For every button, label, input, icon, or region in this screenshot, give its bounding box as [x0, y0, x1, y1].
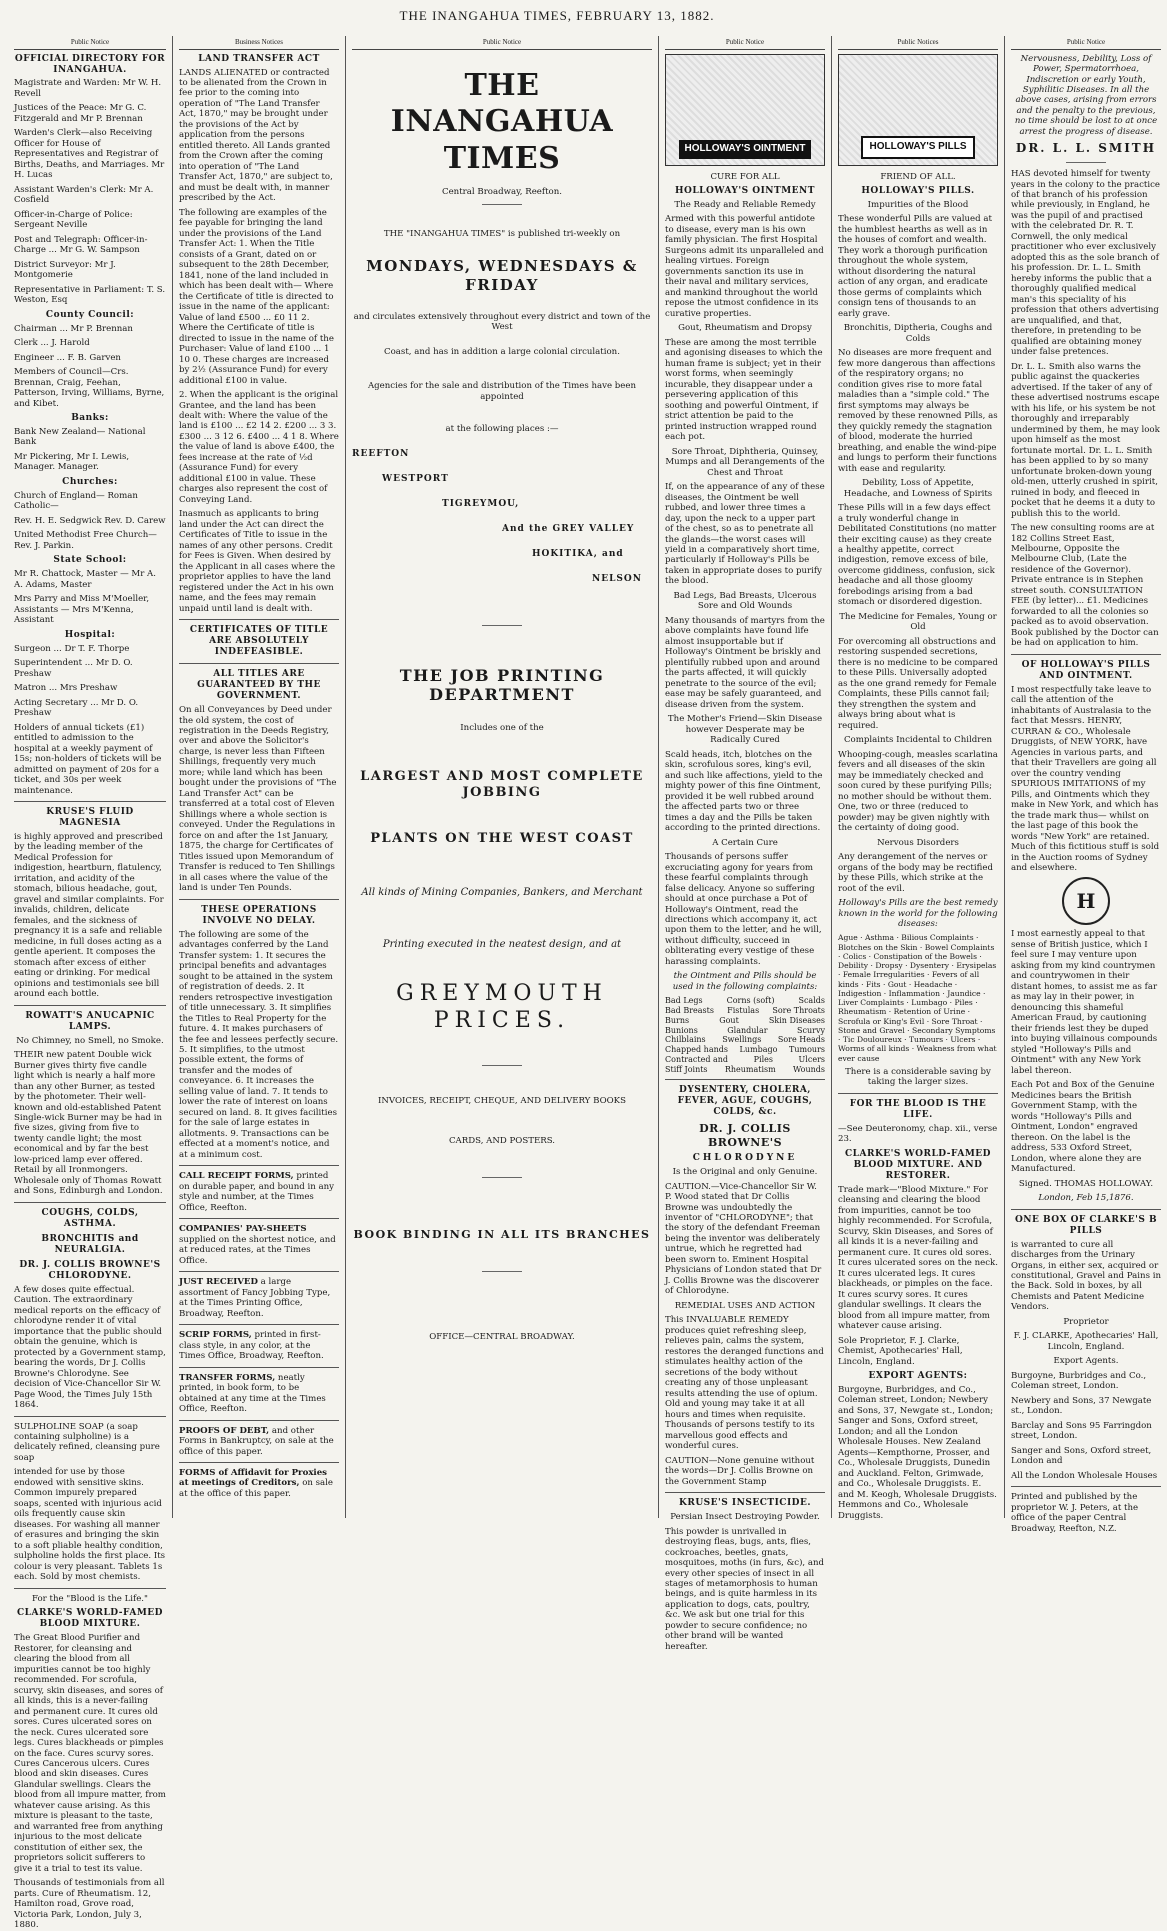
column-4 [658, 36, 831, 1652]
disease: Constipation of the Bowels [873, 951, 977, 961]
smith-address: The new consulting rooms are at 182 Collins Street East, Melbourne, Opposite the Melbourne Club, (Late the residence of the Governor). Private entrance is in Stephen street south. CONSULTATION FEE (by letter)... £1. Medicines forwarded to all the colonies so packed as to avoid observation. Book published by the Doctor can be had on application to him. [1011, 523, 1159, 649]
disease: Scrofula or King's Evil [838, 1016, 925, 1026]
export-line: Sanger and Sons, Oxford street, London and [1011, 1445, 1152, 1467]
disease: Weakness from what ever cause [838, 1044, 997, 1063]
times-line4: Agencies for the sale and distribution of the Times have been appointed [367, 381, 637, 402]
signed: Signed. THOMAS HOLLOWAY. [1018, 1178, 1154, 1189]
export-line: Newbery and Sons, 37 Newgate st., London. [1011, 1395, 1152, 1417]
hospital-line: Superintendent ... Mr D. O. Preshaw [14, 658, 133, 679]
hospital-line: Surgeon ... Dr T. F. Thorpe [14, 643, 130, 654]
caution-title: CAUTION—None genuine without the words—Dr J. Collis Browne on the Government Stamp [665, 1455, 815, 1487]
cert-title: CERTIFICATES OF TITLE ARE ABSOLUTELY INDEFEASIBLE. [189, 625, 329, 658]
kruse-insecticide-title: KRUSE'S INSECTICIDE. [679, 1498, 811, 1509]
clarkes-prop: F. J. CLARKE, Apothecaries' Hall, Lincoln, England. [1013, 1331, 1159, 1352]
directory-title: OFFICIAL DIRECTORY FOR INANGAHUA. [14, 53, 166, 75]
dr-title: DR. J. COLLIS BROWNE'S [699, 1122, 791, 1149]
complaint: Contracted and [665, 1054, 729, 1064]
times-line2: and circulates extensively throughout every district and town of the West [353, 311, 651, 333]
job-binding: BOOK BINDING IN ALL ITS BRANCHES [353, 1227, 651, 1241]
place-reefton: REEFTON [352, 448, 410, 459]
pills-title: HOLLOWAY'S PILLS. [861, 186, 975, 197]
complaint: Bad Legs [665, 996, 703, 1006]
job-exec: Printing executed in the neatest design, and at [382, 938, 622, 950]
hospital-line: Holders of annual tickets (£1) entitled to admission to the hospital at a weekly payment of 15s; non-holders of tickets will be admitted on payment of 20s for a ticket, and 30s per week maintenance. [14, 722, 162, 796]
divider [1011, 654, 1161, 655]
divider [482, 204, 522, 205]
disease: Lumbago [911, 998, 948, 1008]
masthead: THE INANGAHUA TIMES, FEBRUARY 13, 1882. [399, 8, 715, 23]
disease: Fits [865, 979, 881, 989]
kruse-title: KRUSE'S FLUID MAGNESIA [46, 806, 134, 828]
council-title: County Council: [45, 309, 135, 320]
directory-line: Assistant Warden's Clerk: Mr A. Cosfield [14, 184, 154, 206]
schools-line: Mrs Parry and Miss M'Moeller, Assistants — Mrs M'Kenna, Assistant [14, 594, 150, 626]
disease: Worms of all kinds [838, 1044, 910, 1054]
clarke-prop: Sole Proprietor, F. J. Clarke, Chemist, Apothecaries' Hall, Lincoln, England. [838, 1335, 963, 1367]
logo-caption: FRIEND OF ALL. [880, 171, 956, 182]
caution-body-2: I most earnestly appeal to that sense of British justice, which I feel sure I may venture upon asking from my kind countrymen and countrywomen in their distant homes, to assist me as far as may lay in their power, in denouncing this shameful American Fraud, by cautioning their friends lest they be duped into buying villainous compounds styled "Holloway's Pills and Ointment" with any New York label thereon. [1011, 929, 1158, 1076]
churches-title: Churches: [62, 476, 118, 487]
ointment-body: Armed with this powerful antidote to disease, every man is his own family physician. The first Hospital Surgeons admit its unparalleled and healing virtues. Foreign governments sanction its use in their naval and military services, and mankind throughout the world repose the utmost confidence in its curative properties. [665, 214, 824, 319]
disease: Bilious Complaints [901, 933, 974, 943]
disease: Tic Douloureux [842, 1035, 902, 1045]
gout-title: Gout, Rheumatism and Dropsy [678, 323, 812, 334]
known-title: Holloway's Pills are the best remedy known in the world for the following diseases: [838, 898, 998, 929]
job-prices: GREYMOUTH PRICES. [396, 981, 608, 1033]
remedy-title: REMEDIAL USES AND ACTION [674, 1300, 816, 1311]
export-title: EXPORT AGENTS: [868, 1370, 968, 1381]
times-title: THE INANGAHUA TIMES [390, 67, 614, 176]
signed-date: London, Feb 15,1876. [1038, 1193, 1134, 1204]
disease: Headache [913, 979, 953, 989]
complaint: Scalds [798, 996, 825, 1006]
complaint: Fistulas [727, 1006, 760, 1016]
complaint: Lumbago [739, 1045, 778, 1055]
banks-title: Banks: [71, 413, 109, 424]
disease: Asthma [864, 933, 895, 943]
place-westport: WESTPORT [382, 473, 449, 484]
list-title: the Ointment and Pills should be used in the following complaints: [672, 971, 818, 992]
scrip-body: printed in first-class style, in any color, at the Times Office, Broadway, Reefton. [179, 1330, 324, 1362]
directory-line: District Surveyor: Mr J. Montgomerie [14, 259, 116, 281]
disease: Indigestion [838, 988, 882, 998]
disease: Fevers of all kinds [838, 970, 980, 989]
ops-body: The following are some of the advantages conferred by the Land Transfer system: 1. It secures the principal benefits and advantages sought to be attained in the system of registration of deeds. 2. It renders retrospective investigation of title unnecessary. 3. It simplifies the Titles to Real Property for the future. 4. It makes purchasers of the fee and lessees perfectly secure. 5. It simplifies, to the utmost possible extent, the forms of transfer and the modes of conveyance. 6. It increases the selling value of land. 7. It tends to lower the rate of interest on loans secured on land. 8. It gives facilities for the sale of large estates in allotments. 9. Transactions can be effected at a moment's notice, and at a minimum cost. [179, 929, 339, 1160]
complaint: Chilblains [665, 1035, 706, 1045]
complaint-row [665, 996, 825, 1006]
holloway-pills-logo [838, 54, 998, 166]
divider [665, 1492, 825, 1493]
disease: Sore Throat [931, 1016, 978, 1026]
banks-line: Mr Pickering, Mr I. Lewis, Manager. Manager. [14, 451, 130, 473]
debility-title: Debility, Loss of Appetite, Headache, and Lowness of Spirits [843, 478, 993, 499]
mother-body: Scald heads, itch, blotches on the skin, scrofulous sores, king's evil, and such like affections, yield to the mighty power of this fine Ointment, provided it be well rubbed around the affected parts two or three times a day and the Pills be taken according to the printed directions. [665, 749, 823, 834]
column-head: Public Notice [352, 36, 652, 50]
guaranteed-title: ALL TITLES ARE GUARANTEED BY THE GOVERNMENT. [197, 669, 321, 702]
churches-line: United Methodist Free Church— Rev. J. Parkin. [14, 530, 157, 551]
ops-title: THESE OPERATIONS INVOLVE NO DELAY. [201, 904, 317, 926]
legs-body: Many thousands of martyrs from the above complaints have found life almost insupportable but if Holloway's Ointment be briskly and plentifully rubbed upon and around the parts affected, it will quickly penetrate to the source of the evil; ease may be safely guaranteed, and disease driven from the system. [665, 615, 825, 710]
blood-ref: —See Deuteronomy, chap. xii., verse 23. [838, 1123, 998, 1145]
disease: Ulcers [950, 1035, 976, 1045]
divider [838, 1093, 998, 1094]
collis-body: A few doses quite effectual. Caution. The extraordinary medical reports on the efficacy of chlorodyne render it of vital importance that the public should obtain the genuine, which is protected by a Government stamp, bearing the words, Dr J. Collis Browne's Chlorodyne. See decision of Vice-Chancellor Sir W. Page Wood, the Times July 15th 1864. [14, 1284, 166, 1411]
hospital-line: Matron ... Mrs Preshaw [14, 683, 118, 694]
column-2 [172, 36, 345, 1518]
job-sub: Includes one of the [460, 722, 544, 733]
divider [179, 1324, 339, 1325]
printed-by: Printed and published by the proprietor W. J. Peters, at the office of the paper Central Broadway, Reefton, N.Z. [1011, 1492, 1139, 1534]
rowatt-sub: No Chimney, no Smell, no Smoke. [16, 1035, 164, 1046]
place-greymouth: TIGREYMOU, [442, 498, 520, 509]
disease: Dropsy [875, 961, 903, 971]
divider [179, 663, 339, 664]
export-line: Burgoyne, Burbridges and Co., Coleman street, London. [1011, 1370, 1147, 1392]
divider [1011, 1209, 1161, 1210]
council-line: Engineer ... F. B. Garven [14, 352, 121, 363]
column-head: Public Notice [1011, 36, 1161, 50]
ointment-title: HOLLOWAY'S OINTMENT [675, 186, 815, 197]
logo-text: HOLLOWAY'S PILLS [861, 136, 974, 158]
place-hokitika: HOKITIKA, and [532, 548, 624, 559]
complaint: Bad Breasts [665, 1006, 714, 1016]
export-body: Burgoyne, Burbridges, and Co., Coleman street, London; Newbery and Sons, 37, Newgate st., London; Sanger and Sons, Oxford street, London; and all the London Wholesale Houses. New Zealand Agents—Kempthorne, Prosser, and Co., Wholesale Druggists, Dunedin and Auckland. Felton, Grimwade, and Co., Wholesale Druggists. E. and M. Keogh, Wholesale Druggists. Hemmons and Co., Wholesale Druggists. [838, 1384, 997, 1521]
times-line3: Coast, and has in addition a large colonial circulation. [384, 346, 620, 357]
column-head: Public Notice [14, 36, 166, 50]
just-body: a large assortment of Fancy Jobbing Type, at the Times Printing Office, Broadway, Reefton. [179, 1277, 331, 1319]
complaint: Swellings [722, 1035, 762, 1045]
complaint-row [665, 1035, 825, 1045]
directory-line: Post and Telegraph: Officer-in-Charge ... Mr G. W. Sampson [14, 234, 148, 256]
export-line: Barclay and Sons 95 Farringdon street, London. [1011, 1420, 1152, 1442]
complaint: Stiff Joints [665, 1064, 708, 1074]
bronch-title: Bronchitis, Diptheria, Coughs and Colds [843, 323, 993, 344]
place-grey-valley: And the GREY VALLEY [502, 523, 635, 534]
kruse-body: This powder is unrivalled in destroying fleas, bugs, ants, flies, cockroaches, beetles, gnats, mosquitoes, moths (in furs, &c), and every other species of insect in all stages of metamorphosis to human beings, and is quite harmless in its application to dogs, cats, poultry, &c. We ask but one trial for this powder to secure confidence; no other brand will be wanted hereafter. [665, 1526, 825, 1652]
columns [8, 36, 1162, 1931]
divider [1011, 1486, 1161, 1487]
times-days: MONDAYS, WEDNESDAYS & FRIDAY [366, 257, 638, 294]
divider [665, 1079, 825, 1080]
schools-line: Mr R. Chattock, Master — Mr A. A. Adams, Master [14, 569, 156, 590]
disease: Dysentery [909, 961, 950, 971]
complaint: Gout [719, 1015, 739, 1025]
directory-line: Justices of the Peace: Mr G. C. Fitzgerald and Mr P. Brennan [14, 103, 147, 124]
times-line1: THE "INANGAHUA TIMES" is published tri-weekly on [383, 228, 621, 239]
rowatt-body: THEIR new patent Double wick Burner gives thirty five candle light which is nearly a half more than any other Burner, as tested by the photometer. Their well-known and old-established Patent Single-wick Burner may be had in five sizes, giving from five to twenty candle light; the most economical and by far the best low-priced lamp ever offered. Retail by all Ironmongers. Wholesale only of Thomas Rowatt and Sons, Edinburgh and London. [14, 1050, 163, 1197]
kruse-sub: Persian Insect Destroying Powder. [670, 1512, 820, 1523]
column-5 [831, 36, 1004, 1521]
smith-title: DR. L. L. SMITH [1015, 141, 1157, 156]
complaint: Tumours [789, 1045, 825, 1055]
job-invoices: INVOICES, RECEIPT, CHEQUE, AND DELIVERY BOOKS [378, 1095, 626, 1106]
divider [482, 1065, 522, 1066]
clarke-body: Trade mark—"Blood Mixture." For cleansing and clearing the blood from impurities, cannot be too highly recommended. For Scrofula, Scurvy, Skin Diseases, and Sores of all kinds it is a never-failing and permanent cure. It cures old sores. It cures ulcerated sores on the neck. It cures ulcerated legs. It cures blackheads, or pimples on the face. It cures scurvy sores. It cures glandular swellings. It clears the blood from all impure matter, from whatever cause arising. [838, 1184, 998, 1332]
council-line: Chairman ... Mr P. Brennan [14, 323, 133, 334]
column-3 [345, 36, 658, 1518]
complaint: Sore Throats [772, 1006, 825, 1016]
times-subtitle: Central Broadway, Reefton. [442, 187, 562, 198]
disease: Tumours [908, 1035, 944, 1045]
disease: Gout [887, 979, 907, 989]
holloway-ointment-logo [665, 54, 825, 166]
pills-sub: Impurities of the Blood [867, 199, 969, 210]
hospital-title: Hospital: [64, 629, 116, 640]
column-head: Business Notices [179, 36, 339, 50]
divider [179, 1367, 339, 1368]
complaint-row [665, 1045, 825, 1055]
dr-body: CAUTION.—Vice-Chancellor Sir W. P. Wood stated that Dr Collis Browne was undoubtedly the inventor of "CHLORODYNE"; that the story of the defendant Freeman being the inventor was deliberately untrue, which he regretted had been sworn to. Eminent Hospital Physicians of London stated that Dr J. Collis Browne was the discoverer of Chlorodyne. [665, 1181, 822, 1297]
caution-body: I most respectfully take leave to call the attention of the inhabitants of Australasia to the fact that Messrs. HENRY, CURRAN & CO., Wholesale Druggists, of NEW YORK, have Agencies in various parts, and that their Travellers are going all over the country vending SPURIOUS IMITATIONS of my Pills, and Ointments which they make in New York, and which has the trade mark thus— whilst on the last page of this book the words "New York" are retained. Much of this fictitious stuff is sold in the Auction rooms of Sydney and elsewhere. [1011, 684, 1160, 873]
office: OFFICE—CENTRAL BROADWAY. [429, 1332, 575, 1343]
column-head: Public Notice [665, 36, 825, 50]
saving-note: There is a considerable saving by taking the larger sizes. [845, 1066, 991, 1088]
blood-head: For the "Blood is the Life." [31, 1593, 148, 1604]
clarkes-title: ONE BOX OF CLARKE'S B PILLS [1014, 1214, 1158, 1236]
scrip-title: SCRIP FORMS, [179, 1330, 252, 1341]
column-6 [1004, 36, 1167, 1534]
complaint-row [665, 1016, 825, 1026]
disease: Secondary Symptoms [912, 1025, 996, 1035]
dr-tag: Is the Original and only Genuine. [672, 1167, 818, 1178]
complaint-row [665, 1065, 825, 1075]
job-cards: CARDS, AND POSTERS. [448, 1136, 556, 1147]
disease: Ague [838, 933, 858, 943]
disease: Liver Complaints [838, 998, 904, 1008]
proofs-body: and other Forms in Bankruptcy, on sale at the office of this paper. [179, 1425, 334, 1457]
divider [14, 801, 166, 802]
disease: Female Irregularities [842, 970, 925, 980]
disease: Rheumatism [838, 1007, 887, 1017]
divider [179, 899, 339, 900]
divider [482, 1177, 522, 1178]
divider [179, 1420, 339, 1421]
disease: Piles [954, 998, 973, 1008]
divider [179, 1271, 339, 1272]
sulpholine-title: SULPHOLINE SOAP (a soap containing sulpholine) is a delicately refined, cleansing pure soap [14, 1421, 160, 1463]
disease: Colics [842, 951, 867, 961]
guaranteed-body: On all Conveyances by Deed under the old system, the cost of registration in the Deeds Registry, over and above the Solicitor's charge, is never less than Fifteen Shillings, frequently very much more; while land which has been bought under the provisions of "The Land Transfer Act" can be transferred at a total cost of Eleven Shillings where a whole section is conveyed. Under the Regulations in force on and after the 1st January, 1875, the charge for Certificates of Titles issued upon Memorandum of Transfer is reduced to Ten Shillings in all cases where the value of the land is under Ten Pounds. [179, 705, 337, 894]
caution-body-3: Each Pot and Box of the Genuine Medicines bears the British Government Stamp, with the words "Holloway's Pills and Ointment, London" engraved thereon. On the label is the address, 533 Oxford Street, London, where alone they are Manufactured. [1011, 1080, 1155, 1175]
divider [14, 1588, 166, 1589]
fees-body-2: 2. When the applicant is the original Grantee, and the land has been dealt with: Where the value of the land is £100 ... £2 14 2. £200 ... 3 3. £300 ... 3 12 6. £400 ... 4 1 8. Where the value of land is above £400, the fees increase at the rate of ½d (Assurance Fund) for every additional £100 in value. These charges also represent the cost of Conveying Land. [179, 390, 339, 505]
just-title: JUST RECEIVED [179, 1277, 258, 1288]
bronchitis-title: BRONCHITIS and NEURALGIA. [41, 1233, 139, 1255]
dr-sub: CHLORODYNE [692, 1153, 798, 1164]
complaint: Piles [753, 1054, 773, 1064]
pills-body: These wonderful Pills are valued at the humblest hearths as well as in the houses of comfort and wealth. They work a thorough purification throughout the whole system, without disordering the natural action of any organ, and eradicate those germs of complaints which consign tens of thousands to an early grave. [838, 214, 992, 319]
job-kinds: All kinds of Mining Companies, Bankers, and Merchant [361, 886, 643, 898]
children-title: Complaints Incidental to Children [843, 735, 992, 746]
divider [179, 1165, 339, 1166]
disease: Inflammation [888, 988, 940, 998]
complaint: Skin Diseases [768, 1015, 825, 1025]
intro: Nervousness, Debility, Loss of Power, Spermatorrhoea, Indiscretion or early Youth, Syphilitic Diseases. In all the above cases, arising from errors and the penalty to the previous, no time should be lost to at once arrest the progress of disease. [1014, 53, 1158, 137]
fees-body: The following are examples of the fee payable for bringing the land under the provisions of the Land Transfer Act: 1. When the Title consists of a Grant, dated on or subsequent to the 28th December, 1841, none of the land included in which has been dealt with— Where the Certificate of title is directed to issue in the name of the applicant: Value of land £500 ... £0 11 2. Where the Certificate of title is directed to issue in the name of the Purchaser: Value of land £100 ... 1 10 0. These charges are increased by 2½ (Assurance Fund) for every additional £100 in value. [179, 207, 334, 386]
proprietor: Proprietor [1063, 1316, 1109, 1327]
land-title: LAND TRANSFER ACT [198, 53, 320, 64]
transfer-title: TRANSFER FORMS, [179, 1372, 276, 1383]
divider [179, 1218, 339, 1219]
bronch-body: No diseases are more frequent and few more dangerous than affections of the respiratory organs; no condition gives rise to more fatal maladies than a "simple cold." The first symptoms may always be removed by these renowned Pills, as they quickly remedy the stagnation of blood, moderate the hurried breathing, and enable the wind-pipe and lungs to perform their functions with ease and regularity. [838, 348, 998, 474]
divider [14, 1416, 166, 1417]
nervous-body: Any derangement of the nerves or organs of the body may be rectified by these Pills, which strike at the root of the evil. [838, 852, 993, 894]
females-body: For overcoming all obstructions and restoring suspended secretions, there is no medicine to be compared to these Pills. Universally adopted as the one grand remedy for Female Complaints, these Pills cannot fail; they strengthen the system and always bring about what is required. [838, 636, 998, 731]
complaint: Burns [665, 1015, 690, 1025]
caution-title: OF HOLLOWAY'S PILLS AND OINTMENT. [1021, 659, 1151, 681]
schools-title: State School: [53, 555, 127, 566]
hospital-line: Acting Secretary ... Mr D. O. Preshaw [14, 697, 139, 719]
complaint: Wounds [792, 1064, 825, 1074]
complaint: Scurvy [797, 1025, 825, 1035]
companies-title: COMPANIES' PAY-SHEETS [179, 1224, 307, 1235]
forms-title: FORMS of Affidavit for Proxies at meetings of Creditors, [179, 1467, 328, 1489]
females-title: The Medicine for Females, Young or Old [839, 611, 997, 633]
clarke-foot: Thousands of testimonials from all parts. Cure of Rheumatism. 12, Hamilton road, Grove road, Victoria Park, London, July 3, 1880. [14, 1878, 165, 1931]
complaint-row [665, 1026, 825, 1036]
job-big: LARGEST AND MOST COMPLETE JOBBING [360, 769, 644, 800]
divider [482, 625, 522, 626]
disease: Retention of Urine [893, 1007, 966, 1017]
complaint: Glandular [727, 1025, 768, 1035]
complaint: Ulcers [798, 1054, 825, 1064]
companies-body: supplied on the shortest notice, and at reduced rates, at the Times Office. [179, 1234, 336, 1266]
job-plants: PLANTS ON THE WEST COAST [370, 830, 634, 846]
transfer-body: neatly printed, in book form, to be obtained at any time at the Times Office, Reefton. [179, 1372, 326, 1415]
divider [179, 619, 339, 620]
coughs-title: COUGHS, COLDS, ASTHMA. [41, 1207, 139, 1229]
debility-body: These Pills will in a few days effect a truly wonderful change in Debilitated Constitutions (no matter their exciting cause) as they create a healthy appetite, correct indigestion, remove excess of bile, overcome giddiness, confusion, sick headache and all those gloomy forebodings arising from a bad stomach or disordered digestion. [838, 503, 997, 608]
divider [14, 1202, 166, 1203]
directory-line: Representative in Parliament: T. S. Weston, Esq [14, 284, 166, 306]
council-line: Clerk ... J. Harold [14, 338, 90, 349]
call-body: printed on durable paper, and bound in any style and number, at the Times Office, Reefton. [179, 1171, 335, 1213]
disease: Jaundice [947, 988, 981, 998]
collis-title: DR. J. COLLIS BROWNE'S CHLORODYNE. [19, 1259, 161, 1281]
logo-text: HOLLOWAY'S OINTMENT [679, 140, 812, 158]
column-1 [8, 36, 172, 1931]
times-line5: at the following places :— [445, 424, 559, 435]
disease: Bowel Complaints [924, 942, 995, 952]
churches-line: Church of England— Roman Catholic— [14, 490, 138, 512]
directory-line: Officer-in-Charge of Police: Sergeant Neville [14, 209, 133, 231]
churches-line: Rev. H. E. Sedgwick Rev. D. Carew [14, 515, 166, 526]
complaint: Chapped hands [665, 1045, 728, 1055]
divider [1066, 162, 1106, 163]
mother-title: The Mother's Friend—Skin Disease however Desperate may be Radically Cured [667, 714, 823, 746]
dysentery-title: DYSENTERY, CHOLERA, FEVER, AGUE, COUGHS, COLDS, &c. [677, 1085, 813, 1118]
complaint: Sore Heads [777, 1035, 825, 1045]
sulpholine-body: intended for use by those endowed with sensitive skins. Common impurely prepared soaps, scented with injurious acid oils frequently cause skin diseases. For washing all manner of erasures and bringing the skin to a soft pliable healthy condition, sulpholine holds the first place. Its colour is very pleasant. Tablets 1s each. Sold by most chemists. [14, 1467, 166, 1583]
clarkes-body: is warranted to cure all discharges from the Urinary Organs, in either sex, acquired or constitutional, Gravel and Pains in the Back. Sold in boxes, by all Chemists and Patent Medicine Vendors. [1011, 1239, 1162, 1313]
children-body: Whooping-cough, measles scarlatina fevers and all diseases of the skin may be immediately checked and soon cured by these purifying Pills; no mother should be without them. One, two or three (reduced to powder) may be given nightly with the certainty of doing good. [838, 749, 998, 834]
smith-body: HAS devoted himself for twenty years in the colony to the practice of that branch of his profession while previously, in England, he was the pupil of and practised with the celebrated Dr. R. T. Cornwell, the only medical practitioner who ever exclusively adopted this as the sole branch of his profession. Dr. L. L. Smith hereby informs the public that a thoroughly qualified medical man's this speciality of his profession that others advertising are unqualified, and that, therefore, in pretending to be qualified are obtaining money under false pretences. [1011, 169, 1160, 358]
kruse-body: is highly approved and prescribed by the leading member of the Medical Profession for indigestion, heartburn, flatulency, irritation, and acidity of the stomach, bilious headache, gout, gravel and similar complaints. For invalids, children, delicate females, and the sickness of pregnancy it is a safe and reliable medicine, in full doses acting as a gentle aperient. It composes the stomach after excess of either eating or drinking. For medical opinions and testimonials see bill around each bottle. [14, 831, 164, 1000]
cure-body: Thousands of persons suffer excruciating agony for years from these fearful complaints through false delicacy. Anyone so suffering should at once purchase a Pot of Holloway's Ointment, read the directions which accompany it, act upon them to the letter, and he will, without difficulty, succeed in obliterating every vestige of these harassing complaints. [665, 852, 822, 967]
proofs-title: PROOFS OF DEBT, [179, 1425, 270, 1436]
job-title: THE JOB PRINTING DEPARTMENT [399, 665, 605, 705]
remedy-body: This INVALUABLE REMEDY produces quiet refreshing sleep, relieves pain, calms the system, restores the deranged functions and stimulates healthy action of the secretions of the body without creating any of those unpleasant results attending the use of opium. Old and young may take it at all hours and times when requisite. Thousands of persons testify to its marvellous good effects and wonderful cures. [665, 1315, 824, 1452]
disease: Debility [838, 961, 869, 971]
disease: Erysipelas [956, 961, 997, 971]
call-title: CALL RECEIPT FORMS, [179, 1171, 294, 1182]
throat-body: If, on the appearance of any of these diseases, the Ointment be well rubbed, and lower three times a day, upon the neck to a upper part of the chest, so as to penetrate all the glands—the worst cases will yield in a comparatively short time, particularly if Holloway's Pills be taken in appropriate doses to purify the blood. [665, 482, 825, 587]
clarke-body: The Great Blood Purifier and Restorer, for cleansing and clearing the blood from all impurities cannot be too highly recommended. For scrofula, scurvy, skin diseases, and sores of all kinds, this is a never-failing and permanent cure. It cures old sores. Cures ulcerated sores on the neck. Cures ulcerated sore legs. Cures blackheads or pimples on the face. Cures scurvy sores. Cures Cancerous ulcers. Cures blood and skin diseases. Cures Glandular swellings. Clears the blood from all impure matter, from whatever cause arising. As this mixture is pleasant to the taste, and warranted free from anything injurious to the most delicate constitution of either sex, the proprietors solicit sufferers to give it a trial to test its value. [14, 1633, 166, 1874]
column-head: Public Notices [838, 36, 998, 50]
complaint-row [665, 1055, 825, 1065]
directory-line: Magistrate and Warden: Mr W. H. Revell [14, 78, 162, 99]
blood-title: FOR THE BLOOD IS THE LIFE. [849, 1098, 987, 1120]
export-line: All the London Wholesale Houses [1011, 1470, 1158, 1481]
fees-body-3: Inasmuch as applicants to bring land under the Act can direct the Certificates of Title to issue in the names of any other persons. Credit for Fees is Given. When desired by the Applicant in all cases where the proprietor applies to have the land registered under the Act in his own name, and the fees may remain unpaid until land is dealt with. [179, 509, 336, 614]
banks-line: Bank New Zealand— National Bank [14, 427, 146, 448]
council-line: Members of Council—Crs. Brennan, Craig, Feehan, Patterson, Irving, Williams, Byrne, and Kibet. [14, 367, 165, 409]
complaint-row [665, 1006, 825, 1016]
trademark-seal-icon: H [1062, 877, 1110, 925]
place-nelson: NELSON [592, 573, 642, 584]
smith-body-2: Dr. L. L. Smith also warns the public against the quackeries advertised. If the taker of any of these advertised nostrums escape with his life, or his system be not thoroughly and irreparably undermined by them, he may look upon himself as the most fortunate mortal. Dr. L. L. Smith has been applied to by so many unfortunate broken-down young old-men, utterly crushed in spirit, ruined in body, and fleeced in pocket that he deems it a duty to publish this to the world. [1011, 361, 1160, 519]
legs-title: Bad Legs, Bad Breasts, Ulcerous Sore and Old Wounds [673, 590, 817, 612]
ointment-sub: The Ready and Reliable Remedy [674, 199, 816, 210]
land-body: LANDS ALIENATED or contracted to be alienated from the Crown in fee prior to the coming into operation of "The Land Transfer Act, 1870," may be brought under the provisions of the Act by application from the persons entitled thereto. All Lands granted from the Crown after the coming into operation of "The Land Transfer Act, 1870," are subject to, and must be dealt with, in manner prescribed by the Act. [179, 67, 333, 204]
throat-title: Sore Throat, Diphtheria, Quinsey, Mumps and all Derangements of the Chest and Throat [665, 446, 825, 478]
directory-line: Warden's Clerk—also Receiving Officer for House of Representatives and Registrar of Births, Deaths, and Marriages. Mr H. Lucas [14, 128, 165, 181]
complaint: Corns (soft) [726, 996, 775, 1006]
complaint: Bunions [665, 1025, 698, 1035]
rowatt-title: ROWATT'S ANUCAPNIC LAMPS. [25, 1010, 155, 1032]
complaint: Rheumatism [724, 1064, 776, 1074]
divider [14, 1005, 166, 1006]
export-title: Export Agents. [1053, 1356, 1119, 1367]
logo-caption: CURE FOR ALL [710, 171, 780, 182]
cure-title: A Certain Cure [712, 837, 778, 848]
clarke-title: CLARKE'S WORLD-FAMED BLOOD MIXTURE. [17, 1608, 163, 1630]
nervous-title: Nervous Disorders [877, 837, 959, 848]
gout-body: These are among the most terrible and agonising diseases to which the human frame is subject; yet in their worst forms, when seemingly incurable, they disappear under a persevering application of this soothing and powerful Ointment, if strict attention be paid to the printed instruction wrapped round each pot. [665, 337, 823, 443]
disease: Stone and Gravel [838, 1025, 905, 1035]
disease: Blotches on the Skin [838, 942, 918, 952]
forms-body: on sale at the office of this paper. [179, 1478, 334, 1499]
clarke-title: CLARKE'S WORLD-FAMED BLOOD MIXTURE. AND RESTORER. [845, 1148, 991, 1181]
known-list: Ague · Asthma · Bilious Complaints · Blotches on the Skin · Bowel Complaints · Colics · Constipation of the Bowels · Debility · Dropsy · Dysentery · Erysipelas · Female Irregularities · Fevers of all kinds · Fits · Gout · Headache · Indigestion · Inflammation · Jaundice · Liver Complaints · Lumbago · Piles · Rheumatism · Retention of Urine · Scrofula or King's Evil · Sore Throat · Stone and Gravel · Secondary Symptoms · Tic Douloureux · Tumours · Ulcers · Worms of all kinds · Weakness from what ever cause [838, 933, 997, 1063]
divider [482, 1271, 522, 1272]
divider [179, 1462, 339, 1463]
